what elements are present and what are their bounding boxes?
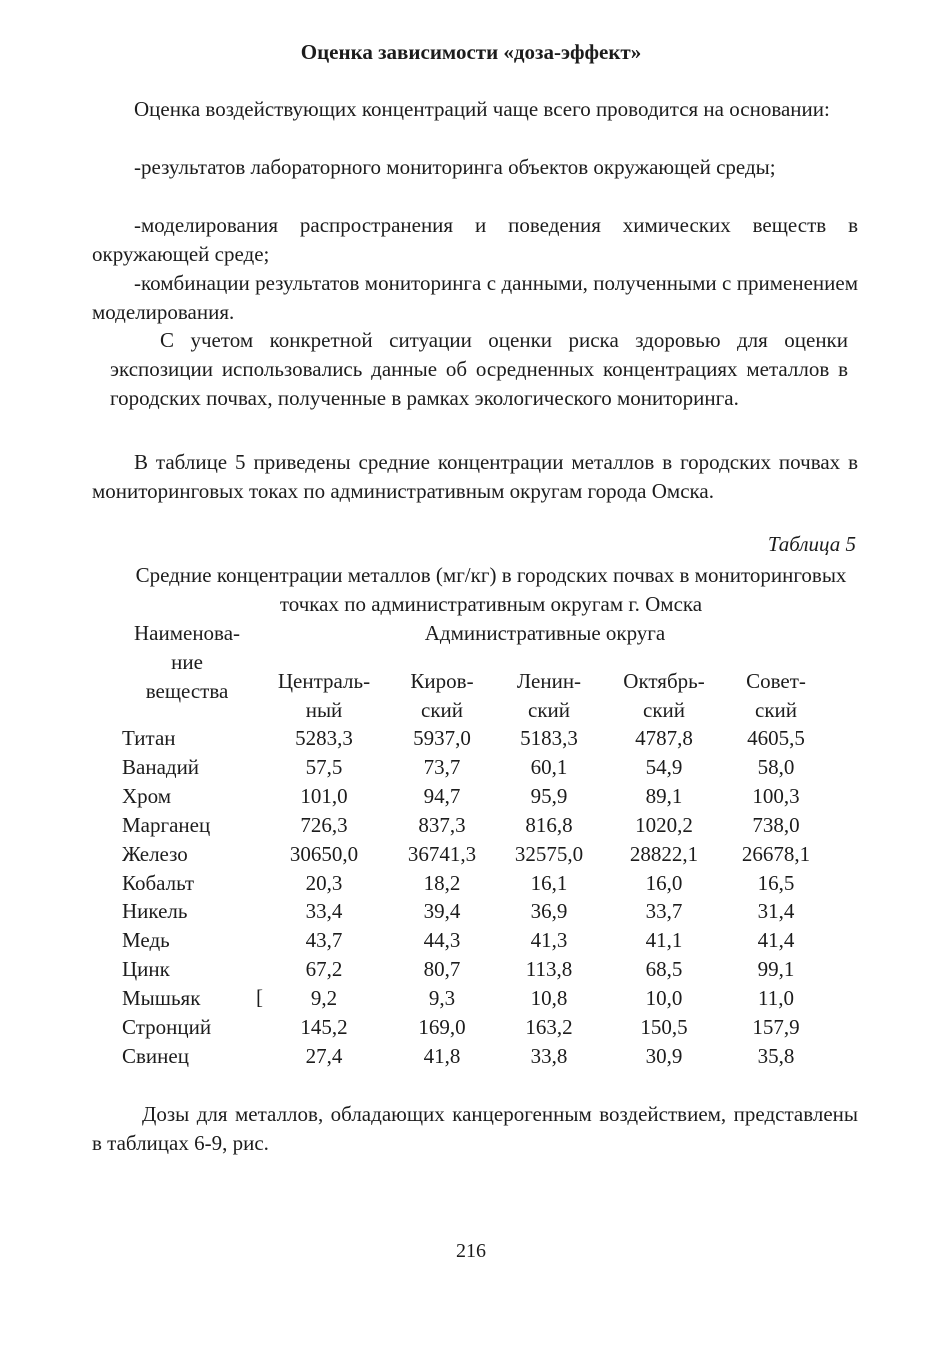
table-cell-value: 16,0 [645, 871, 683, 895]
table-cell-value: 101,0 [300, 784, 348, 808]
table-header-column [382, 667, 502, 725]
table-row-name: Свинец [122, 1044, 189, 1068]
table-cell-value: 89,1 [645, 784, 683, 808]
table-cell-value: 33,4 [305, 899, 343, 923]
table-cell-value: 80,7 [423, 957, 461, 981]
table-header-substance [112, 619, 262, 706]
table-label: Таблица 5 [767, 532, 856, 556]
table-header-column-line1: Ленин- [516, 669, 582, 693]
table-cell-value: 41,4 [757, 928, 795, 952]
table-header-column [489, 667, 609, 725]
table-cell-value: 163,2 [525, 1015, 573, 1039]
paragraph-item-monitoring: -результатов лабораторного мониторинга объектов окружающей среды; [134, 155, 776, 179]
table-cell-value: 113,8 [525, 957, 573, 981]
paragraph-item-combination: -комбинации результатов мониторинга с данными, полученными с применением моделирования. [92, 271, 858, 324]
paragraph-intro: Оценка воздействующих концентраций чаще всего проводится на основании: [134, 97, 830, 121]
table-cell-value: 816,8 [525, 813, 573, 837]
table-cell-value: 36,9 [530, 899, 568, 923]
table-cell-value: 9,3 [428, 986, 456, 1010]
table-cell-value: 18,2 [423, 871, 461, 895]
table-header-column [264, 667, 384, 725]
table-header-column [716, 667, 836, 725]
table-cell-value: 30,9 [645, 1044, 683, 1068]
table-cell-value: 27,4 [305, 1044, 343, 1068]
table-cell-value: 41,1 [645, 928, 683, 952]
table-row-name: Медь [122, 928, 170, 952]
table-header-column-line1: Совет- [746, 669, 806, 693]
table-cell-value: 58,0 [757, 755, 795, 779]
table-cell-value: 43,7 [305, 928, 343, 952]
table-cell-value: 26678,1 [741, 842, 811, 866]
table-cell-value: 99,1 [757, 957, 795, 981]
table-cell-value: 4605,5 [747, 726, 805, 750]
table-row-name: Никель [122, 899, 188, 923]
table-header-column-line2: ский [528, 698, 570, 722]
table-cell-value: 35,8 [757, 1044, 795, 1068]
table-cell-value: 10,0 [645, 986, 683, 1010]
table-cell-value: 16,1 [530, 871, 568, 895]
table-row-name: Стронций [122, 1015, 212, 1039]
table-cell-value: 30650,0 [289, 842, 359, 866]
table-row-name: Титан [122, 726, 176, 750]
table-cell-value: 33,7 [645, 899, 683, 923]
table-row-name: Кобальт [122, 871, 195, 895]
table-cell-value: 5183,3 [520, 726, 578, 750]
table-cell-value: 68,5 [645, 957, 683, 981]
table-header-districts: Административные округа [424, 621, 666, 645]
table-cell-value: 157,9 [752, 1015, 800, 1039]
table-cell-value: 36741,3 [407, 842, 477, 866]
table-header-column-line2: ский [643, 698, 685, 722]
table-cell-value: 5937,0 [413, 726, 471, 750]
table-cell-value: 100,3 [752, 784, 800, 808]
table-cell-value: 738,0 [752, 813, 800, 837]
table-cell-value: 54,9 [645, 755, 683, 779]
table-cell-value: 169,0 [418, 1015, 466, 1039]
table-header-column-line1: Октябрь- [623, 669, 705, 693]
paragraph-item-modeling: -моделирования распространения и поведения химических веществ в окружающей среде; [92, 213, 858, 266]
page-number: 216 [456, 1240, 486, 1262]
table-header-column-line2: ский [421, 698, 463, 722]
table-cell-value: 20,3 [305, 871, 343, 895]
table-header-substance-line3: вещества [145, 679, 229, 703]
table-cell-value: 726,3 [300, 813, 348, 837]
table-row-name: Железо [122, 842, 188, 866]
table-header-substance-line2: ние [171, 650, 203, 674]
paragraph-doses: Дозы для металлов, обладающих канцерогенным воздействием, представлены в таблицах 6-9, рис. [92, 1102, 858, 1155]
table-cell-value: 57,5 [305, 755, 343, 779]
table-cell-value: 4787,8 [635, 726, 693, 750]
table-cell-value: 837,3 [418, 813, 466, 837]
table-cell-value: 150,5 [640, 1015, 688, 1039]
table-row-name: Ванадий [122, 755, 200, 779]
table-header-column [604, 667, 724, 725]
table-header-column-line1: Киров- [410, 669, 474, 693]
table-cell-value: 33,8 [530, 1044, 568, 1068]
table-cell-value: 145,2 [300, 1015, 348, 1039]
table-row-name: Цинк [122, 957, 170, 981]
table-cell-value: 44,3 [423, 928, 461, 952]
table-header-column-line1: Централь- [277, 669, 371, 693]
table-cell-value: 32575,0 [514, 842, 584, 866]
table-row-name: Марганец [122, 813, 211, 837]
table-cell-value: 16,5 [757, 871, 795, 895]
table-cell-value: 31,4 [757, 899, 795, 923]
table-cell-value: 94,7 [423, 784, 461, 808]
table-cell-value: 73,7 [423, 755, 461, 779]
table-cell-value: 11,0 [758, 986, 794, 1010]
table-cell-value: 28822,1 [629, 842, 699, 866]
table-cell-value: 95,9 [530, 784, 568, 808]
table-cell-value: 41,3 [530, 928, 568, 952]
table-cell-value: 10,8 [530, 986, 568, 1010]
table-cell-value: 67,2 [305, 957, 343, 981]
section-title: Оценка зависимости «доза-эффект» [300, 40, 642, 64]
paragraph-table-reference: В таблице 5 приведены средние концентрации металлов в городских почвах в мониторинговых токах по административным округам города Омска. [92, 450, 858, 503]
table-header-column-line2: ский [755, 698, 797, 722]
table-cell-value: 39,4 [423, 899, 461, 923]
table-cell-value: 41,8 [423, 1044, 461, 1068]
table-header-substance-line1: Наименова- [133, 621, 241, 645]
table-row-name: Хром [122, 784, 172, 808]
stray-bracket-mark: [ [256, 985, 263, 1009]
table-cell-value: 1020,2 [635, 813, 693, 837]
table-caption: Средние концентрации металлов (мг/кг) в городских почвах в мониторинговых точках по административным округам г. Омска [135, 563, 847, 616]
table-cell-value: 9,2 [310, 986, 338, 1010]
table-cell-value: 60,1 [530, 755, 568, 779]
table-row-name: Мышьяк [122, 986, 201, 1010]
table-header-column-line2: ный [305, 698, 343, 722]
paragraph-exposure: С учетом конкретной ситуации оценки риска здоровью для оценки экспозиции использовались данные об осредненных концентрациях металлов в городских почвах, полученные в рамках экологического мониторинга. [110, 328, 848, 410]
table-cell-value: 5283,3 [295, 726, 353, 750]
